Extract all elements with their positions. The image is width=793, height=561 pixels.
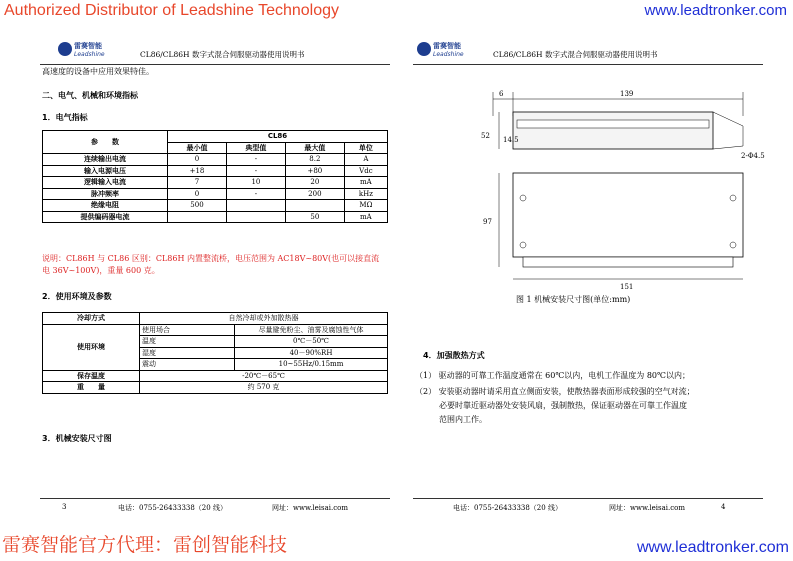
logo-cn: 雷赛智能 (74, 42, 102, 50)
footer-phone: 电话：0755-26433338（20 线） (118, 504, 227, 512)
para-2b: 必要时靠近驱动器处安装风扇，强制散热，保证驱动器在可靠工作温度 (439, 401, 687, 410)
section2-title: 二、电气、机械和环境指标 (42, 91, 138, 100)
cell: 200 (285, 188, 344, 200)
right-footer (413, 498, 763, 512)
weight-value: 约 570 克 (140, 382, 388, 394)
sub3-title: 3．机械安装尺寸图 (42, 434, 112, 443)
cell: 10~55Hz/0.15mm (235, 359, 388, 371)
col-unit: 单位 (344, 142, 387, 154)
intro-text: 高速度的设备中应用效果特佳。 (42, 67, 154, 76)
cell: 提供编码器电流 (43, 211, 168, 223)
cell: A (344, 154, 387, 166)
cell: MΩ (344, 200, 387, 212)
cell: 尽量避免粉尘、油雾及腐蚀性气体 (235, 324, 388, 336)
figure-caption: 图 1 机械安装尺寸图(单位:mm) (516, 295, 631, 304)
front-view-base (523, 257, 733, 267)
cell: 脉冲频率 (43, 188, 168, 200)
dim-6: 6 (499, 90, 504, 98)
top-right-url[interactable]: www.leadtronker.com (644, 2, 787, 19)
logo-mark-icon (417, 42, 431, 56)
cell: 输入电源电压 (43, 165, 168, 177)
leadshine-logo (417, 40, 467, 62)
table-row (43, 177, 388, 189)
logo-en: Leadshine (433, 51, 464, 58)
cell: 20 (285, 177, 344, 189)
cell (226, 211, 285, 223)
cell: kHz (344, 188, 387, 200)
table-row (43, 200, 388, 212)
table-row (43, 382, 388, 394)
hole-dim: 2-Φ4.5 (741, 152, 765, 160)
cell: 8.2 (285, 154, 344, 166)
logo-cn: 雷赛智能 (433, 42, 461, 50)
right-page (413, 40, 763, 518)
para-2c: 范围内工作。 (439, 415, 487, 424)
cell (168, 211, 227, 223)
storage-label: 保存温度 (43, 370, 140, 382)
dim-97: 97 (483, 218, 492, 226)
bottom-right-url[interactable]: www.leadtronker.com (636, 539, 789, 556)
top-view-body (513, 112, 713, 149)
cooling-label: 冷却方式 (43, 313, 140, 325)
env-label: 使用环境 (43, 324, 140, 370)
cell: Vdc (344, 165, 387, 177)
cell: 逻辑输入电流 (43, 177, 168, 189)
page-number: 3 (62, 503, 67, 511)
sub1-title: 1．电气指标 (42, 113, 88, 122)
cell (226, 200, 285, 212)
dim-151: 151 (620, 283, 634, 291)
model-note: 说明：CL86H 与 CL86 区别：CL86H 内置整流桥，电压范围为 AC18V~80V(也可以接直流电 36V~100V)，重量 600 克。 (42, 254, 380, 275)
table-row (43, 211, 388, 223)
cell: +80 (285, 165, 344, 177)
cell: 湿度 (140, 347, 235, 359)
cell (285, 200, 344, 212)
cell: 连续输出电流 (43, 154, 168, 166)
sub2-title: 2．使用环境及参数 (42, 292, 112, 301)
cell: 40－90%RH (235, 347, 388, 359)
dim-14-5: 14.5 (503, 136, 519, 144)
environment-table (42, 312, 388, 394)
para-2a: （2） 安装驱动器时请采用直立侧面安装，使散热器表面形成较强的空气对流； (415, 387, 695, 396)
page-number: 4 (721, 503, 726, 511)
para-1: （1） 驱动器的可靠工作温度通常在 60℃以内，电机工作温度为 80℃以内； (415, 371, 690, 380)
bottom-left-banner: 雷赛智能官方代理：雷创智能科技 (2, 535, 288, 556)
cell: - (226, 165, 285, 177)
cell: 震动 (140, 359, 235, 371)
table-row (43, 165, 388, 177)
weight-label: 重 量 (43, 382, 140, 394)
footer-phone: 电话：0755-26433338（20 线） (453, 504, 562, 512)
sub4-title: 4．加强散热方式 (423, 351, 485, 360)
col-max: 最大值 (285, 142, 344, 154)
table-row (43, 313, 388, 325)
leadshine-logo (58, 40, 108, 62)
cell: 10 (226, 177, 285, 189)
left-header (40, 40, 390, 65)
front-view-body (513, 173, 743, 257)
cooling-value: 自然冷却或外加散热器 (140, 313, 388, 325)
cell: 50 (285, 211, 344, 223)
model-header: CL86 (168, 131, 388, 143)
cell: 500 (168, 200, 227, 212)
cell: 0 (168, 154, 227, 166)
cell: mA (344, 177, 387, 189)
cell: - (226, 154, 285, 166)
electrical-table (42, 130, 388, 223)
cell: 使用场合 (140, 324, 235, 336)
cell: 温度 (140, 336, 235, 348)
mechanical-drawing (453, 86, 765, 296)
cell: 0 (168, 188, 227, 200)
dim-52: 52 (481, 132, 490, 140)
cell: 绝缘电阻 (43, 200, 168, 212)
cell: +18 (168, 165, 227, 177)
left-page (40, 40, 390, 518)
table-row (43, 188, 388, 200)
left-footer (40, 498, 390, 512)
footer-web[interactable]: 网址：www.leisai.com (272, 504, 348, 512)
footer-web[interactable]: 网址：www.leisai.com (609, 504, 685, 512)
logo-en: Leadshine (74, 51, 105, 58)
right-header-title: CL86/CL86H 数字式混合伺服驱动器使用说明书 (493, 50, 658, 59)
logo-mark-icon (58, 42, 72, 56)
dim-139: 139 (620, 90, 634, 98)
terminal-block (517, 120, 709, 128)
param-header: 参 数 (43, 131, 168, 154)
left-header-title: CL86/CL86H 数字式混合伺服驱动器使用说明书 (140, 50, 305, 59)
right-header (413, 40, 763, 65)
col-min: 最小值 (168, 142, 227, 154)
col-typ: 典型值 (226, 142, 285, 154)
cell: 0℃－50℃ (235, 336, 388, 348)
top-left-banner: Authorized Distributor of Leadshine Technology (4, 2, 340, 19)
table-row (43, 370, 388, 382)
table-row (43, 154, 388, 166)
cell: 7 (168, 177, 227, 189)
storage-value: -20℃－65℃ (140, 370, 388, 382)
cell: mA (344, 211, 387, 223)
table-row (43, 324, 388, 336)
cell: - (226, 188, 285, 200)
